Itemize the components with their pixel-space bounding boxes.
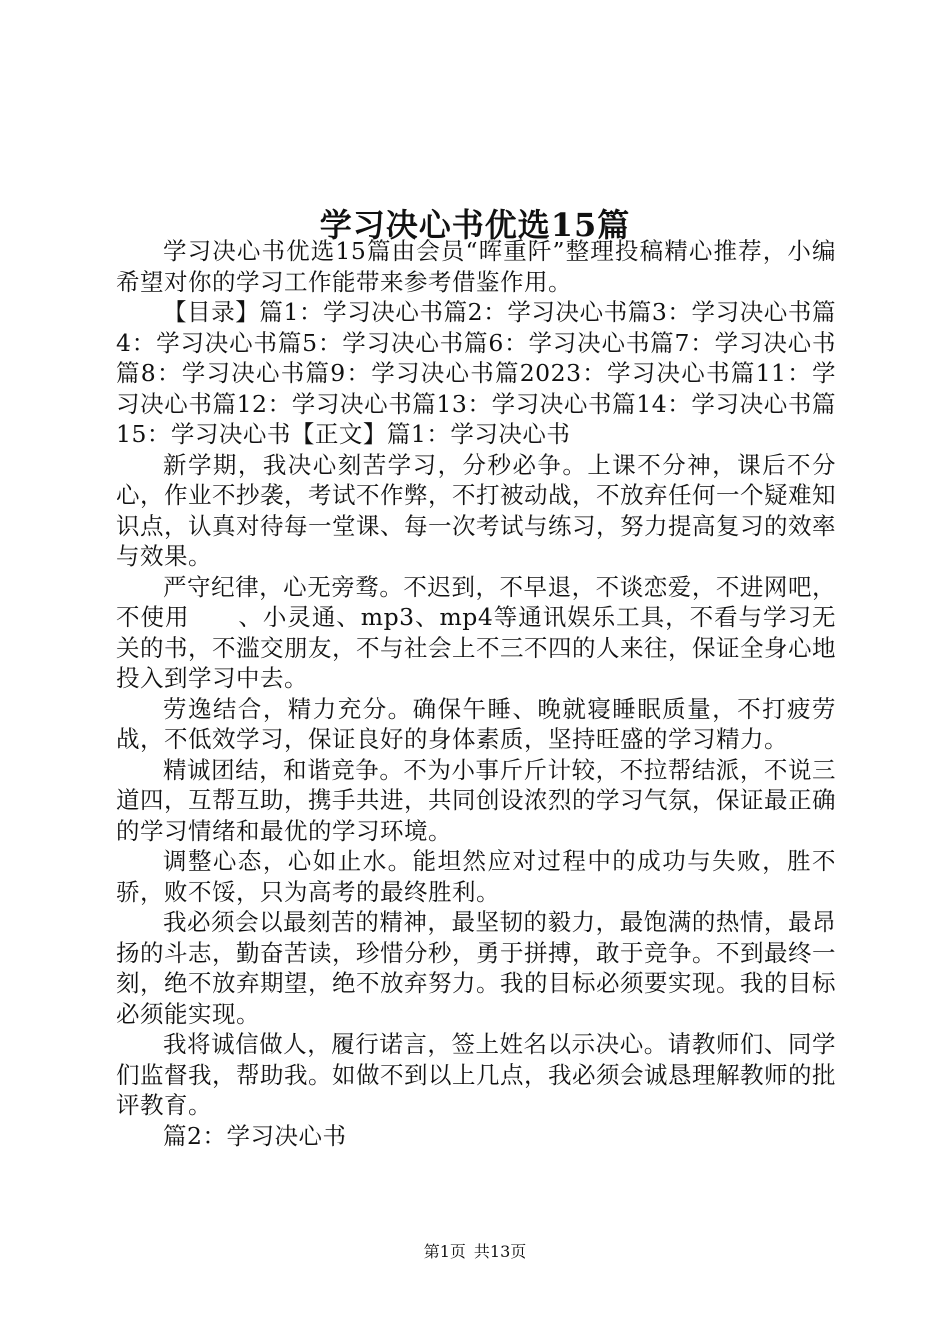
paragraph: 我将诚信做人，履行诺言，签上姓名以示决心。请教师们、同学们监督我，帮助我。如做不到以上几点，我必须会诚恳理解教师的批评教育。	[116, 1030, 836, 1119]
paragraph: 严守纪律，心无旁骛。不迟到，不早退，不谈恋爱，不进网吧，不使用 、小灵通、mp3、mp4等通讯娱乐工具，不看与学习无关的书，不滥交朋友，不与社会上不三不四的人来往，保证全身心地投入到学习中去。	[116, 572, 836, 692]
page-number: 第1页	[423, 1242, 466, 1261]
paragraph: 劳逸结合，精力充分。确保午睡、晚就寝睡眠质量，不打疲劳战，不低效学习，保证良好的身体素质，坚持旺盛的学习精力。	[116, 694, 836, 753]
paragraph-toc: 【目录】篇1：学习决心书篇2：学习决心书篇3：学习决心书篇4：学习决心书篇5：学习决心书篇6：学习决心书篇7：学习决心书篇8：学习决心书篇9：学习决心书篇2023：学习决心书篇11：学习决心书篇12：学习决心书篇13：学习决心书篇14：学习决心书篇15：学习决心书【正文】篇1：学习决心书	[116, 298, 836, 448]
page-total: 共13页	[473, 1242, 527, 1261]
document-body	[116, 236, 836, 1151]
section-heading: 篇2：学习决心书	[163, 1121, 347, 1150]
paragraph: 精诚团结，和谐竞争。不为小事斤斤计较，不拉帮结派，不说三道四，互帮互助，携手共进，共同创设浓烈的学习气氛，保证最正确的学习情绪和最优的学习环境。	[116, 755, 836, 845]
paragraph: 我必须会以最刻苦的精神，最坚韧的毅力，最饱满的热情，最昂扬的斗志，勤奋苦读，珍惜分秒，勇于拼搏，敢于竞争。不到最终一刻，绝不放弃期望，绝不放弃努力。我的目标必须要实现。我的目标必须能实现。	[116, 908, 836, 1028]
paragraph-intro: 学习决心书优选15篇由会员“晖重阡”整理投稿精心推荐，小编希望对你的学习工作能带来参考借鉴作用。	[116, 237, 836, 296]
paragraph: 新学期，我决心刻苦学习，分秒必争。上课不分神，课后不分心，作业不抄袭，考试不作弊，不打被动战，不放弃任何一个疑难知识点，认真对待每一堂课、每一次考试与练习，努力提高复习的效率与效果。	[116, 450, 836, 570]
page-footer	[0, 1240, 950, 1264]
document-title: 学习决心书优选15篇	[319, 206, 631, 245]
paragraph: 调整心态，心如止水。能坦然应对过程中的成功与失败，胜不骄，败不馁，只为高考的最终胜利。	[116, 847, 836, 906]
